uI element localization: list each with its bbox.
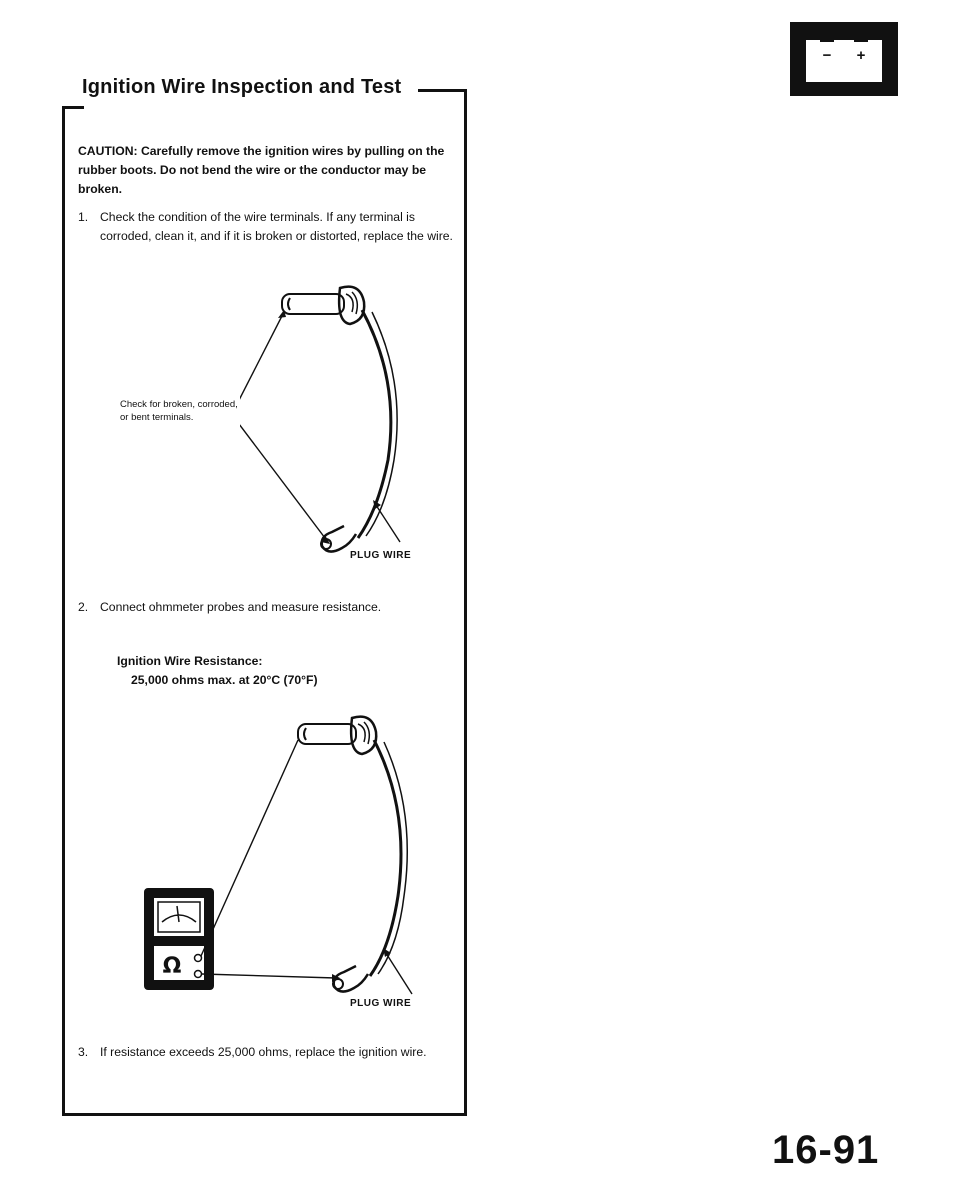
spec-label: Ignition Wire Resistance: bbox=[117, 654, 263, 668]
battery-plus-sign: + bbox=[856, 47, 866, 64]
section-frame-top-right bbox=[418, 89, 467, 92]
step-1 bbox=[78, 208, 453, 246]
plug-wire-label-2: PLUG WIRE bbox=[350, 998, 412, 1009]
step-number: 3. bbox=[78, 1045, 89, 1059]
caution-note: CAUTION: Carefully remove the ignition wires by pulling on the rubber boots. Do not bend the wire or the conductor may be broken. bbox=[78, 144, 445, 196]
terminal-callout: Check for broken, corroded, or bent terminals. bbox=[120, 399, 238, 423]
battery-minus-sign: − bbox=[822, 47, 832, 64]
step-3 bbox=[78, 1043, 453, 1062]
probe-lead-top bbox=[201, 740, 298, 956]
step-2 bbox=[78, 598, 453, 617]
section-frame-bottom bbox=[62, 1113, 467, 1116]
plug-boot-top bbox=[282, 294, 344, 314]
section-title: Ignition Wire Inspection and Test bbox=[82, 76, 402, 98]
plug-wire-figure-1 bbox=[240, 280, 440, 570]
step-text: Connect ohmmeter probes and measure resistance. bbox=[100, 600, 382, 614]
ohmmeter-figure bbox=[140, 712, 440, 1002]
spec-value: 25,000 ohms max. at 20°C (70°F) bbox=[131, 673, 318, 687]
step-text: If resistance exceeds 25,000 ohms, replace the ignition wire. bbox=[100, 1045, 427, 1059]
page-number: 16-91 bbox=[772, 1128, 880, 1172]
step-number: 1. bbox=[78, 210, 89, 224]
step-number: 2. bbox=[78, 600, 89, 614]
step-text: Check the condition of the wire terminals. If any terminal is corroded, clean it, and if it is broken or distorted, replace the wire. bbox=[100, 210, 453, 243]
battery-icon bbox=[786, 18, 902, 100]
probe-lead-bottom bbox=[202, 974, 336, 978]
section-frame-right bbox=[464, 90, 467, 1116]
plug-wire-label-1: PLUG WIRE bbox=[350, 550, 412, 561]
section-frame-top-left bbox=[62, 106, 84, 109]
section-frame-left bbox=[62, 108, 65, 1116]
ohm-symbol: Ω bbox=[162, 954, 182, 979]
